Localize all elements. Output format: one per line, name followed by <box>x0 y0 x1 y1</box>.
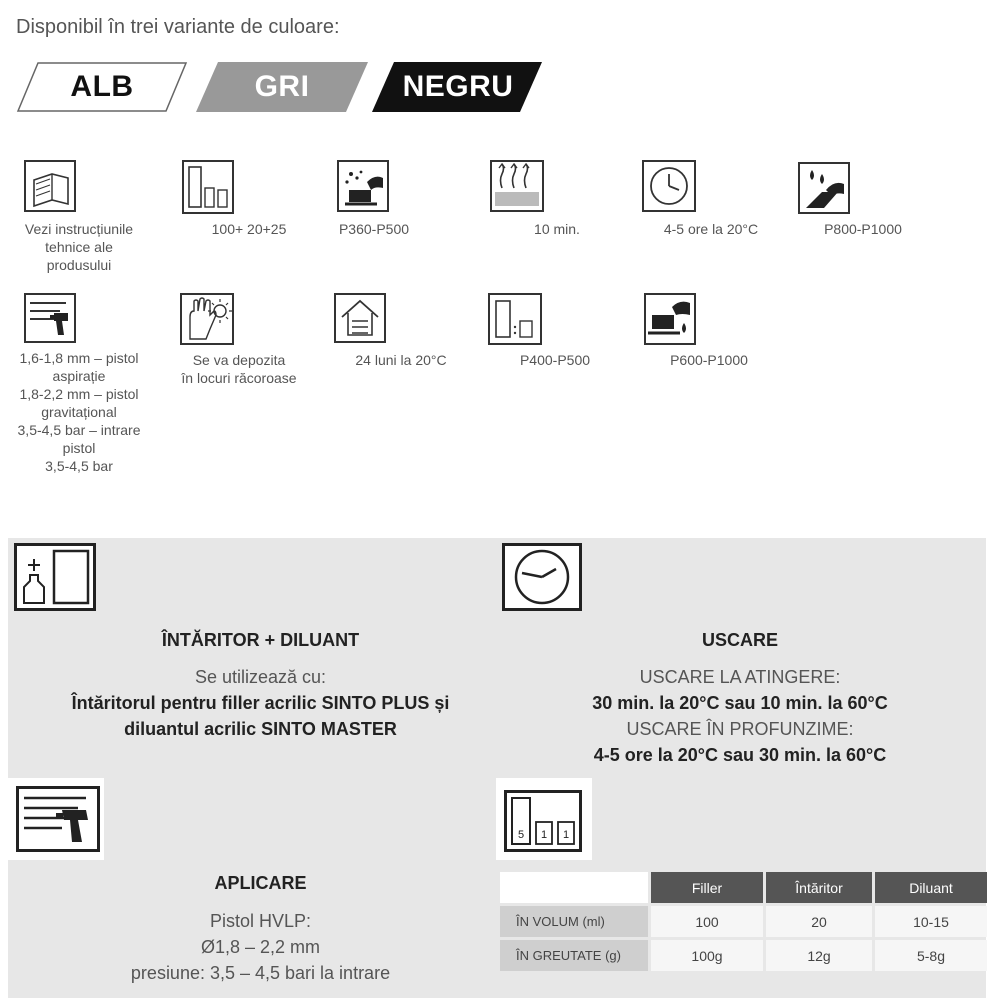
hardener-line-1: Se utilizează cu: <box>194 667 327 687</box>
drying-line-2: 30 min. la 20°C sau 10 min. la 60°C <box>592 693 888 713</box>
variant-negru <box>372 62 544 112</box>
caption-manual-2: tehnice ale <box>45 239 113 255</box>
store-cool-icon <box>180 293 234 345</box>
hardener-title: ÎNTĂRITOR + DILUANT <box>161 630 360 650</box>
drying-line-4: 4-5 ore la 20°C sau 30 min. la 60°C <box>593 745 887 765</box>
mix-ratio-icon <box>182 160 234 214</box>
mix-col-thinner: Diluant <box>875 872 987 903</box>
application-spray-icon <box>16 786 100 852</box>
shelf-life-icon <box>334 293 386 343</box>
mix-table-header <box>500 872 987 903</box>
drying-line-1: USCARE LA ATINGERE: <box>639 667 841 687</box>
caption-spray-5: 3,5-4,5 bar – intrare <box>17 422 141 438</box>
mix-ratio-big-icon <box>504 790 582 852</box>
caption-wet-sanding: P800-P1000 <box>824 221 902 237</box>
drying-title: USCARE <box>701 630 778 650</box>
cell-weight-hardener: 12g <box>766 940 872 971</box>
caption-store-2: în locuri răcoroase <box>181 370 297 386</box>
row-label-volume: ÎN VOLUM (ml) <box>500 906 648 937</box>
variant-gri-label: GRI <box>254 70 310 103</box>
dry-sanding-2-icon <box>644 293 696 345</box>
cell-volume-thinner: 10-15 <box>875 906 987 937</box>
hardener-thinner-icon <box>14 543 96 611</box>
application-title: APLICARE <box>214 873 307 893</box>
table-row <box>500 940 987 971</box>
dry-sanding-icon <box>337 160 389 212</box>
drying-text <box>490 664 990 768</box>
drying-heat-icon <box>490 160 544 212</box>
caption-store-1: Se va depozita <box>192 352 286 368</box>
mix-col-filler: Filler <box>651 872 763 903</box>
variant-alb-label: ALB <box>70 70 134 103</box>
drying-line-3: USCARE ÎN PROFUNZIME: <box>626 719 854 739</box>
caption-drying-heat: 10 min. <box>534 221 580 237</box>
ratio-tank-icon <box>488 293 542 345</box>
caption-ratio-tank: P400-P500 <box>519 352 591 368</box>
cell-weight-thinner: 5-8g <box>875 940 987 971</box>
application-text <box>8 908 513 986</box>
cell-weight-filler: 100g <box>651 940 763 971</box>
ratio-label-1b: 1 <box>562 829 570 841</box>
caption-manual-1: Vezi instrucțiunile <box>24 221 134 237</box>
spray-gun-icon <box>24 293 76 343</box>
drying-clock-icon <box>502 543 582 611</box>
hardener-line-3: diluantul acrilic SINTO MASTER <box>124 719 397 739</box>
manual-book-icon <box>24 160 76 212</box>
caption-dry-sanding-2: P600-P1000 <box>670 352 748 368</box>
hardener-line-2: Întăritorul pentru filler acrilic SINTO PLUS și <box>71 693 450 713</box>
caption-spray-6: pistol <box>62 440 96 456</box>
caption-spray-4: gravitațional <box>41 404 117 420</box>
caption-spray-2: aspirație <box>52 368 106 384</box>
ratio-label-1a: 1 <box>540 829 548 841</box>
wet-sanding-icon <box>798 162 850 214</box>
caption-shelf-life: 24 luni la 20°C <box>355 352 447 368</box>
mix-col-hardener: Întăritor <box>766 872 872 903</box>
ratio-label-5: 5 <box>517 829 525 841</box>
caption-spray-3: 1,8-2,2 mm – pistol <box>19 386 139 402</box>
variant-negru-label: NEGRU <box>402 70 514 103</box>
hardener-text <box>8 664 513 742</box>
application-line-2: Ø1,8 – 2,2 mm <box>200 937 321 957</box>
caption-spray-1: 1,6-1,8 mm – pistol <box>19 350 139 366</box>
row-label-weight: ÎN GREUTATE (g) <box>500 940 648 971</box>
caption-manual-3: produsului <box>46 257 112 273</box>
mix-table-corner <box>500 872 648 903</box>
application-line-1: Pistol HVLP: <box>209 911 312 931</box>
clock-icon <box>642 160 696 212</box>
intro-text: Disponibil în trei variante de culoare: <box>16 16 340 38</box>
caption-clock: 4-5 ore la 20°C <box>663 221 759 237</box>
variant-gri <box>196 62 368 112</box>
caption-dry-sanding: P360-P500 <box>338 221 410 237</box>
cell-volume-hardener: 20 <box>766 906 872 937</box>
application-line-3: presiune: 3,5 – 4,5 bari la intrare <box>130 963 391 983</box>
caption-spray-7: 3,5-4,5 bar <box>45 458 113 474</box>
mix-table <box>497 869 990 974</box>
table-row <box>500 906 987 937</box>
caption-mix-ratio: 100+ 20+25 <box>211 221 287 237</box>
variant-alb <box>16 62 188 112</box>
cell-volume-filler: 100 <box>651 906 763 937</box>
